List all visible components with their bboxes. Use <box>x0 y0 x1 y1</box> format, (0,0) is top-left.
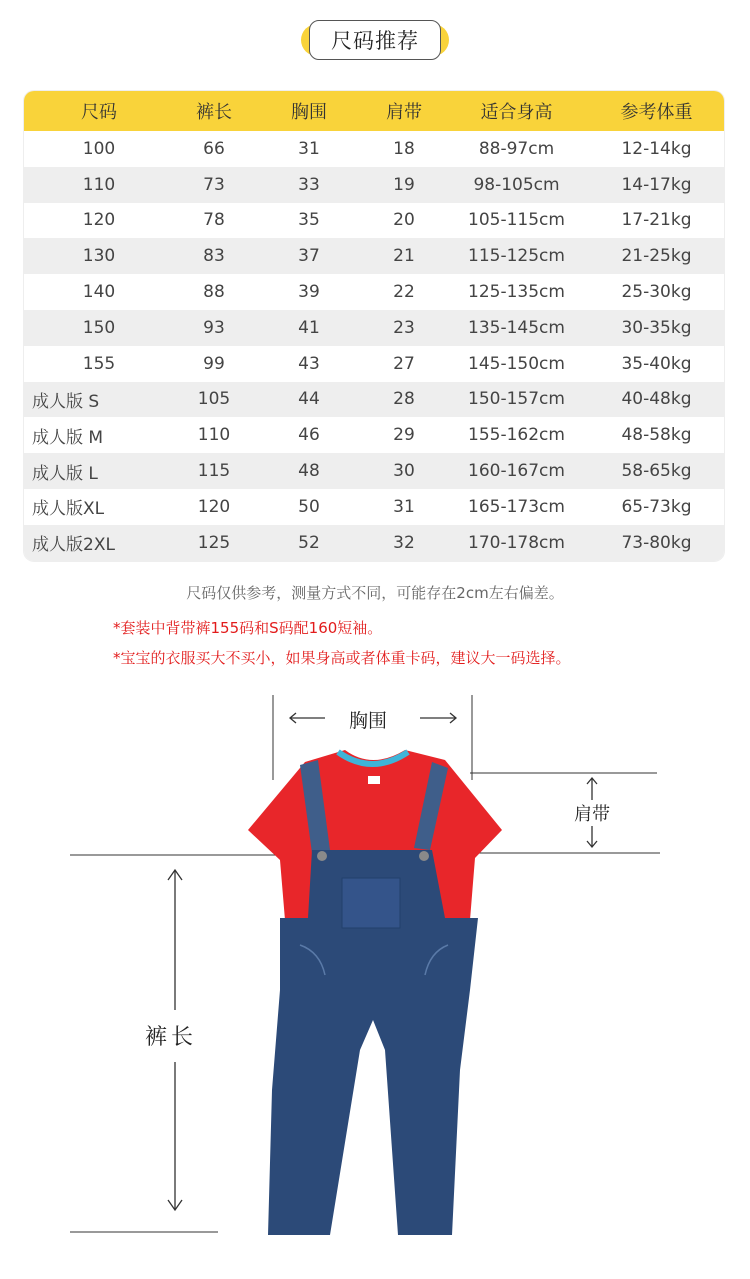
cell-size: 120 <box>82 210 116 231</box>
table-row <box>24 453 724 489</box>
cell-pants-length: 73 <box>203 174 225 195</box>
cell-size: 成人版 M <box>32 427 104 448</box>
cell-pants-length: 78 <box>203 210 225 231</box>
cell-chest: 50 <box>298 496 320 517</box>
cell-chest: 31 <box>298 138 320 159</box>
cell-strap: 28 <box>393 389 415 410</box>
cell-height: 145-150cm <box>468 353 565 374</box>
cell-height: 150-157cm <box>468 389 565 410</box>
header-pants-length: 裤长 <box>196 102 232 123</box>
cell-chest: 35 <box>298 210 320 231</box>
cell-size: 成人版 L <box>32 463 98 484</box>
cell-pants-length: 110 <box>197 425 231 446</box>
cell-pants-length: 115 <box>197 461 231 482</box>
cell-strap: 21 <box>393 246 415 267</box>
cell-chest: 37 <box>298 246 320 267</box>
page-title: 尺码推荐 <box>309 20 441 60</box>
cell-chest: 46 <box>298 425 320 446</box>
table-header <box>24 91 724 131</box>
cell-pants-length: 105 <box>197 389 231 410</box>
header-size: 尺码 <box>81 102 117 123</box>
table-row <box>24 131 724 167</box>
cell-weight: 48-58kg <box>621 425 692 446</box>
cell-weight: 65-73kg <box>621 496 692 517</box>
cell-height: 105-115cm <box>468 210 565 231</box>
chest-label: 胸围 <box>349 710 388 732</box>
cell-size: 100 <box>82 138 116 159</box>
cell-height: 98-105cm <box>473 174 560 195</box>
cell-strap: 32 <box>393 532 415 553</box>
table-row <box>24 525 724 561</box>
cell-height: 155-162cm <box>468 425 565 446</box>
cell-height: 135-145cm <box>468 317 565 338</box>
cell-chest: 41 <box>298 317 320 338</box>
table-row <box>24 238 724 274</box>
cell-strap: 23 <box>393 317 415 338</box>
measurement-diagram <box>0 690 750 1279</box>
cell-pants-length: 93 <box>203 317 225 338</box>
cell-weight: 12-14kg <box>621 138 692 159</box>
cell-weight: 17-21kg <box>621 210 692 231</box>
disclaimer-note: 尺码仅供参考，测量方式不同，可能存在2cm左右偏差。 <box>186 584 564 602</box>
cell-size: 150 <box>82 317 116 338</box>
table-row <box>24 489 724 525</box>
set-size-note: *套装中背带裤155码和S码配160短袖。 <box>113 619 383 637</box>
cell-weight: 40-48kg <box>621 389 692 410</box>
cell-strap: 27 <box>393 353 415 374</box>
cell-weight: 25-30kg <box>621 282 692 303</box>
strap-label: 肩带 <box>574 804 610 825</box>
table-row <box>24 167 724 203</box>
title-badge <box>301 20 449 60</box>
cell-chest: 44 <box>298 389 320 410</box>
cell-size: 成人版2XL <box>32 535 115 556</box>
cell-strap: 20 <box>393 210 415 231</box>
shirt-tag <box>368 776 380 784</box>
cell-weight: 73-80kg <box>621 532 692 553</box>
cell-chest: 33 <box>298 174 320 195</box>
cell-pants-length: 83 <box>203 246 225 267</box>
cell-size: 110 <box>82 174 116 195</box>
cell-height: 88-97cm <box>478 138 555 159</box>
cell-chest: 52 <box>298 532 320 553</box>
button-right <box>419 851 429 861</box>
cell-size: 成人版 S <box>32 391 100 412</box>
cell-height: 160-167cm <box>468 461 565 482</box>
table-row <box>24 310 724 346</box>
button-left <box>317 851 327 861</box>
header-strap: 肩带 <box>386 102 422 123</box>
cell-height: 115-125cm <box>468 246 565 267</box>
table-body <box>24 131 724 561</box>
outfit-illustration <box>0 690 750 1279</box>
cell-chest: 39 <box>298 282 320 303</box>
header-chest: 胸围 <box>291 102 327 123</box>
cell-pants-length: 125 <box>197 532 231 553</box>
cell-strap: 19 <box>393 174 415 195</box>
header-height: 适合身高 <box>480 102 553 123</box>
cell-strap: 22 <box>393 282 415 303</box>
cell-size: 155 <box>82 353 116 374</box>
cell-weight: 35-40kg <box>621 353 692 374</box>
table-row <box>24 417 724 453</box>
cell-weight: 58-65kg <box>621 461 692 482</box>
cell-pants-length: 88 <box>203 282 225 303</box>
cell-weight: 30-35kg <box>621 317 692 338</box>
cell-strap: 29 <box>393 425 415 446</box>
size-table <box>24 91 724 561</box>
cell-chest: 48 <box>298 461 320 482</box>
cell-height: 165-173cm <box>468 496 565 517</box>
cell-strap: 18 <box>393 138 415 159</box>
table-row <box>24 274 724 310</box>
bib-pocket <box>342 878 400 928</box>
table-row <box>24 346 724 382</box>
cell-strap: 30 <box>393 461 415 482</box>
cell-pants-length: 120 <box>197 496 231 517</box>
cell-pants-length: 99 <box>203 353 225 374</box>
cell-pants-length: 66 <box>203 138 225 159</box>
length-label: 裤长 <box>145 1025 198 1050</box>
cell-weight: 14-17kg <box>621 174 692 195</box>
cell-strap: 31 <box>393 496 415 517</box>
cell-height: 170-178cm <box>468 532 565 553</box>
cell-height: 125-135cm <box>468 282 565 303</box>
cell-size: 成人版XL <box>32 499 105 520</box>
cell-size: 140 <box>82 282 116 303</box>
header-weight: 参考体重 <box>620 102 693 123</box>
table-row <box>24 203 724 239</box>
cell-weight: 21-25kg <box>621 246 692 267</box>
cell-chest: 43 <box>298 353 320 374</box>
size-up-note: *宝宝的衣服买大不买小，如果身高或者体重卡码，建议大一码选择。 <box>113 649 571 667</box>
cell-size: 130 <box>82 246 116 267</box>
table-row <box>24 382 724 418</box>
